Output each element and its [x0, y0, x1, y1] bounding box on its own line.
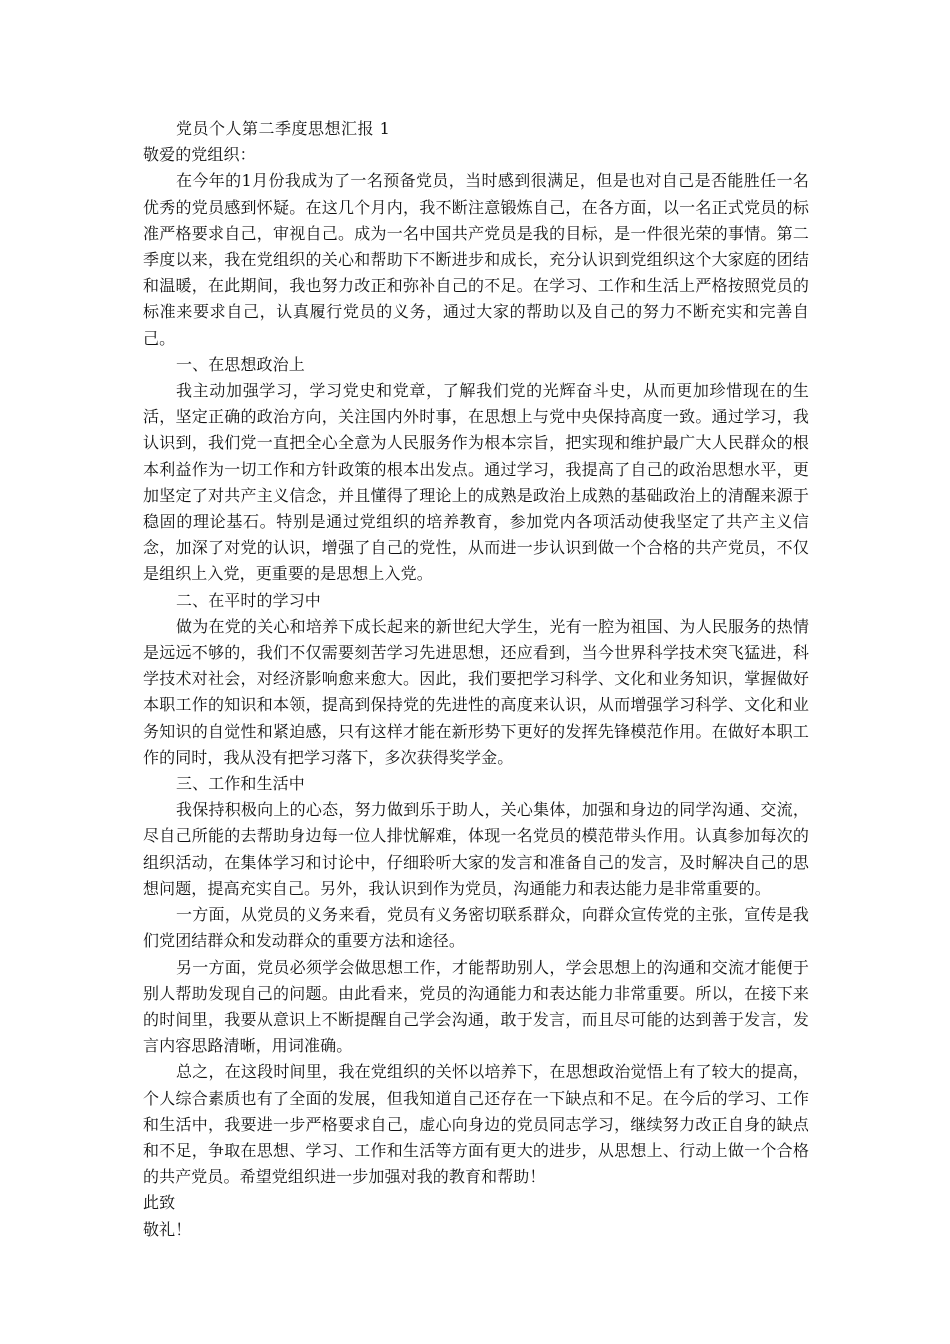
closing-line-2: 敬礼！	[143, 1219, 192, 1239]
conclusion-paragraph: 总之，在这段时间里，我在党组织的关怀以培养下，在思想政治觉悟上有了较大的提高，个人综合素质也有了全面的发展，但我知道自己还存在一下缺点和不足。在今后的学习、工作和生活中，我要进一步严格要求自己，虚心向身边的党员同志学习，继续努力改正自身的缺点和不足，争取在思想、学习、工作和生活等方面有更大的进步，从思想上、行动上做一个合格的共产党员。希望党组织进一步加强对我的教育和帮助！	[143, 1062, 809, 1187]
salutation: 敬爱的党组织：	[143, 145, 256, 165]
intro-paragraph: 在今年的1月份我成为了一名预备党员，当时感到很满足，但是也对自己是否能胜任一名优秀的党员感到怀疑。在这几个月内，我不断注意锻炼自己，在各方面，以一名正式党员的标准严格要求自己，审视自己。成为一名中国共产党员是我的目标，是一件很光荣的事情。第二季度以来，我在党组织的关心和帮助下不断进步和成长，充分认识到党组织这个大家庭的团结和温暖，在此期间，我也努力改正和弥补自己的不足。在学习、工作和生活上严格按照党员的标准来要求自己，认真履行党员的义务，通过大家的帮助以及自己的努力不断充实和完善自己。	[143, 171, 809, 348]
section-paragraph-work-life: 我保持积极向上的心态，努力做到乐于助人，关心集体，加强和身边的同学沟通、交流，尽自己所能的去帮助身边每一位人排忧解难，体现一名党员的模范带头作用。认真参加每次的组织活动，在集体学习和讨论中，仔细聆听大家的发言和准备自己的发言，及时解决自己的思想问题，提高充实自己。另外，我认识到作为党员，沟通能力和表达能力是非常重要的。	[143, 800, 809, 898]
section-paragraph-study: 做为在党的关心和培养下成长起来的新世纪大学生，光有一腔为祖国、为人民服务的热情是远远不够的，我们不仅需要刻苦学习先进思想，还应看到，当今世界科学技术突飞猛进，科学技术对社会，对经济影响愈来愈大。因此，我们要把学习科学、文化和业务知识，掌握做好本职工作的知识和本领，提高到保持党的先进性的高度来认识，从而增强学习科学、文化和业务知识的自觉性和紧迫感，只有这样才能在新形势下更好的发挥先锋模范作用。在做好本职工作的同时，我从没有把学习落下，多次获得奖学金。	[143, 616, 809, 767]
section-heading-study: 二、在平时的学习中	[176, 590, 321, 610]
section-heading-work-life: 三、工作和生活中	[176, 774, 305, 794]
closing-line-1: 此致	[143, 1193, 176, 1213]
document-body	[143, 116, 809, 1243]
section-heading-politics: 一、在思想政治上	[176, 354, 305, 374]
document-title: 党员个人第二季度思想汇报 1	[176, 119, 391, 138]
section-paragraph-politics: 我主动加强学习，学习党史和党章，了解我们党的光辉奋斗史，从而更加珍惜现在的生活，坚定正确的政治方向，关注国内外时事，在思想上与党中央保持高度一致。通过学习，我认识到，我们党一直把全心全意为人民服务作为根本宗旨，把实现和维护最广大人民群众的根本利益作为一切工作和方针政策的根本出发点。通过学习，我提高了自己的政治思想水平，更加坚定了对共产主义信念，并且懂得了理论上的成熟是政治上成熟的基础政治上的清醒来源于稳固的理论基石。特别是通过党组织的培养教育，参加党内各项活动使我坚定了共产主义信念，加深了对党的认识，增强了自己的党性，从而进一步认识到做一个合格的共产党员，不仅是组织上入党，更重要的是思想上入党。	[143, 381, 809, 584]
paragraph-other-side: 另一方面，党员必须学会做思想工作，才能帮助别人，学会思想上的沟通和交流才能便于别人帮助发现自己的问题。由此看来，党员的沟通能力和表达能力非常重要。所以，在接下来的时间里，我要从意识上不断提醒自己学会沟通，敢于发言，而且尽可能的达到善于发言，发言内容思路清晰，用词准确。	[143, 957, 809, 1056]
paragraph-one-side: 一方面，从党员的义务来看，党员有义务密切联系群众，向群众宣传党的主张，宣传是我们党团结群众和发动群众的重要方法和途径。	[143, 905, 809, 951]
